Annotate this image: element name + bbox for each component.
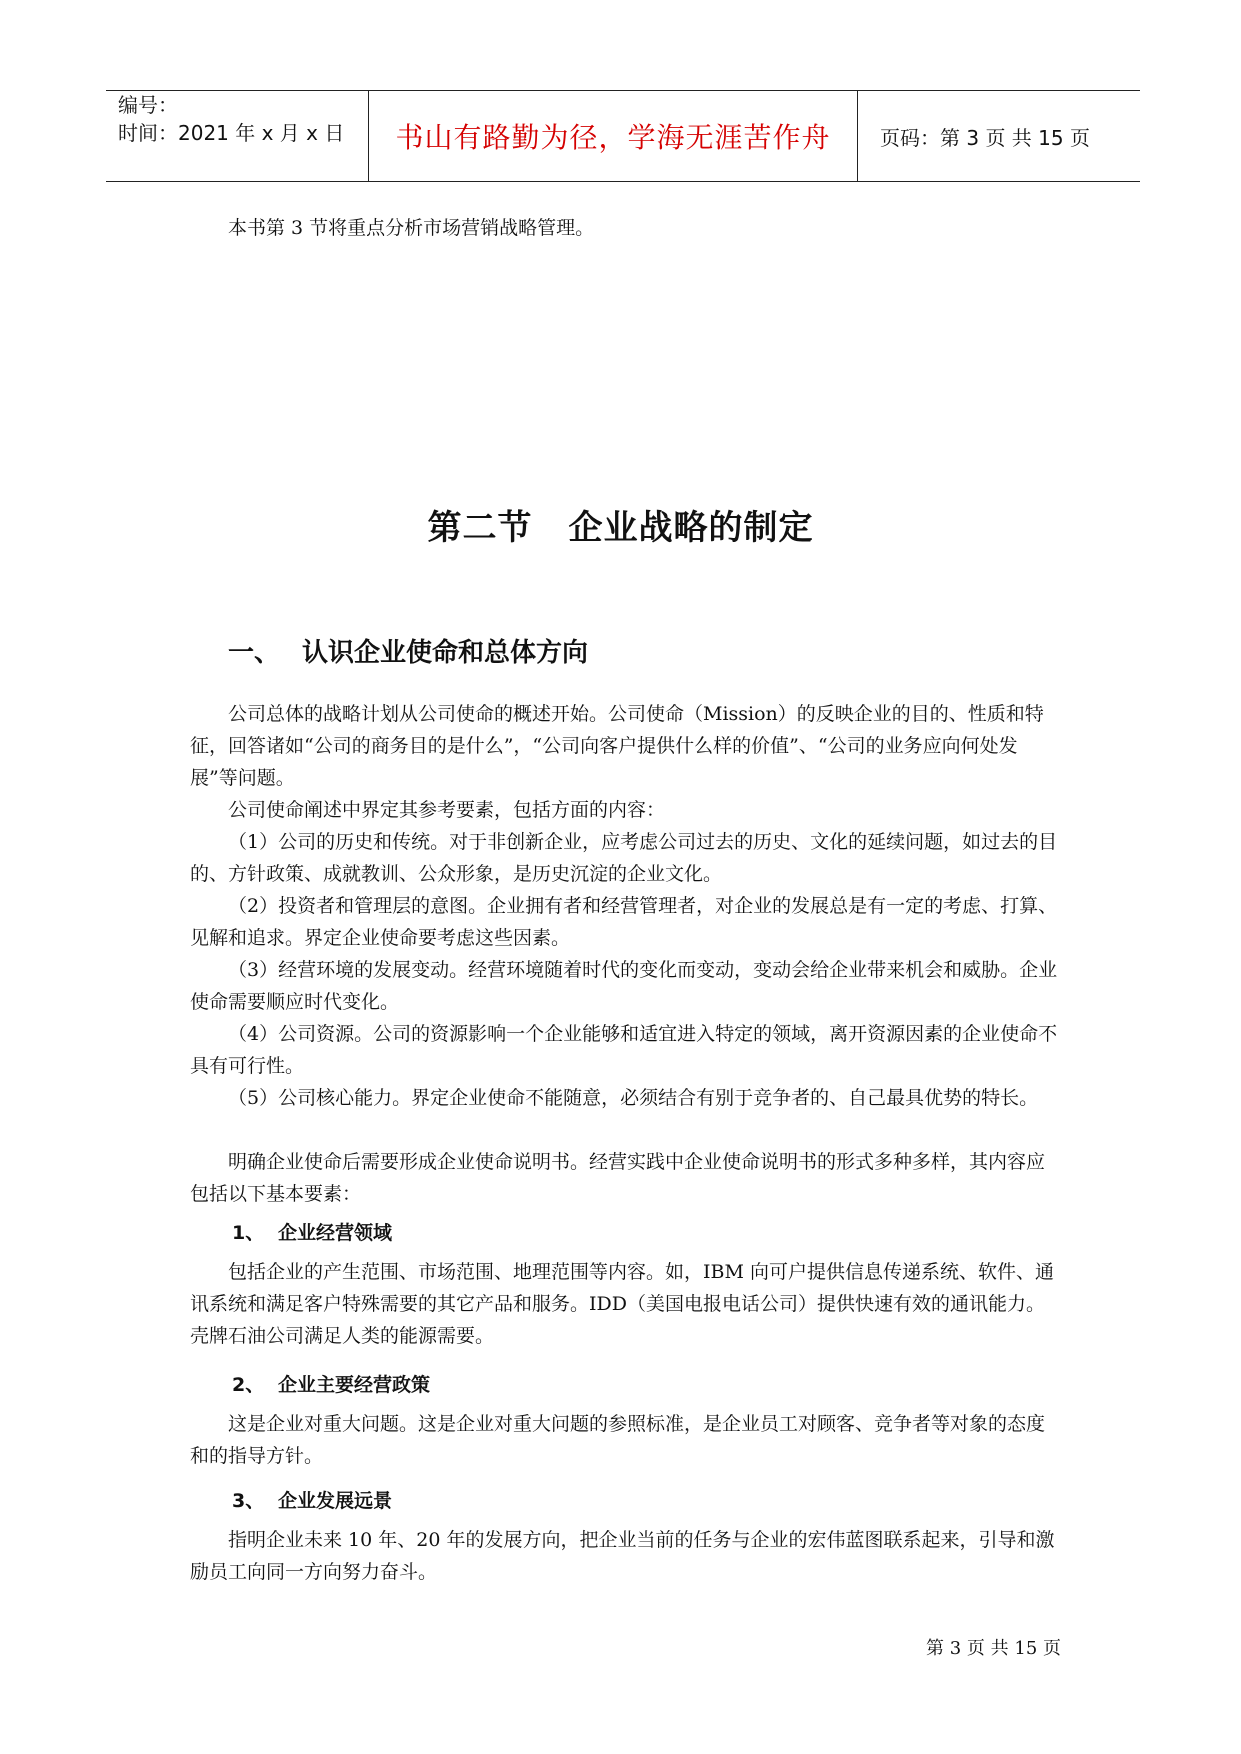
item-heading: 企业发展远景: [278, 1490, 393, 1512]
section-heading: 企业战略的制定: [568, 508, 814, 548]
item-number: 1、: [232, 1222, 265, 1244]
document-time-label: 时间：2021 年 x 月 x 日: [118, 121, 345, 145]
header-motto: 书山有路勤为径，学海无涯苦作舟: [395, 121, 831, 154]
paragraph: （1）公司的历史和传统。对于非创新企业，应考虑公司过去的历史、文化的延续问题，如过去的目的、方针政策、成就教训、公众形象，是历史沉淀的企业文化。: [190, 831, 1058, 885]
header-page-cell: [858, 91, 1140, 181]
item-heading: 企业经营领域: [278, 1222, 393, 1244]
item-number: 2、: [232, 1374, 265, 1396]
item-paragraph: 指明企业未来 10 年、20 年的发展方向，把企业当前的任务与企业的宏伟蓝图联系起来，引导和激励员工向同一方向努力奋斗。: [190, 1529, 1055, 1583]
item-title: [232, 1218, 392, 1245]
paragraph: （4）公司资源。公司的资源影响一个企业能够和适宜进入特定的领域，离开资源因素的企业使命不具有可行性。: [190, 1023, 1058, 1077]
paragraph: （3）经营环境的发展变动。经营环境随着时代的变化而变动，变动会给企业带来机会和威胁。企业使命需要顺应时代变化。: [190, 959, 1058, 1013]
header-page-code: 页码：第 3 页 共 15 页: [880, 125, 1090, 150]
intro-paragraph: 本书第 3 节将重点分析市场营销战略管理。: [228, 217, 595, 239]
paragraph: （5）公司核心能力。界定企业使命不能随意，必须结合有别于竞争者的、自己最具优势的特长。: [228, 1087, 1039, 1109]
header-motto-cell: [369, 91, 858, 181]
paragraph: 明确企业使命后需要形成企业使命说明书。经营实践中企业使命说明书的形式多种多样，其内容应包括以下基本要素：: [190, 1151, 1046, 1205]
header-info-cell: [106, 91, 369, 181]
page-footer: 第 3 页 共 15 页: [926, 1638, 1061, 1659]
subsection-title: [228, 632, 588, 669]
item-title: [232, 1486, 392, 1513]
item-title: [232, 1370, 430, 1397]
item-paragraph: 包括企业的产生范围、市场范围、地理范围等内容。如，IBM 向可户提供信息传递系统、软件、通讯系统和满足客户特殊需要的其它产品和服务。IDD（美国电报电话公司）提供快速有效的通讯能力。壳牌石油公司满足人类的能源需要。: [190, 1261, 1054, 1347]
section-title: [0, 500, 1241, 549]
item-paragraph: 这是企业对重大问题。这是企业对重大问题的参照标准，是企业员工对顾客、竞争者等对象的态度和的指导方针。: [190, 1413, 1046, 1467]
item-number: 3、: [232, 1490, 265, 1512]
paragraph: 公司总体的战略计划从公司使命的概述开始。公司使命（Mission）的反映企业的目的、性质和特征，回答诸如“公司的商务目的是什么”，“公司向客户提供什么样的价值”、“公司的业务应向何处发展”等问题。: [190, 703, 1044, 789]
subsection-number: 一、: [228, 638, 281, 668]
document-number-label: 编号：: [118, 93, 178, 117]
section-chapter: 第二节: [427, 508, 533, 548]
page-header: [106, 90, 1140, 182]
item-heading: 企业主要经营政策: [278, 1374, 431, 1396]
paragraph: 公司使命阐述中界定其参考要素，包括方面的内容：: [228, 799, 666, 821]
subsection-heading: 认识企业使命和总体方向: [302, 638, 589, 668]
paragraph: （2）投资者和管理层的意图。企业拥有者和经营管理者，对企业的发展总是有一定的考虑、打算、见解和追求。界定企业使命要考虑这些因素。: [190, 895, 1058, 949]
